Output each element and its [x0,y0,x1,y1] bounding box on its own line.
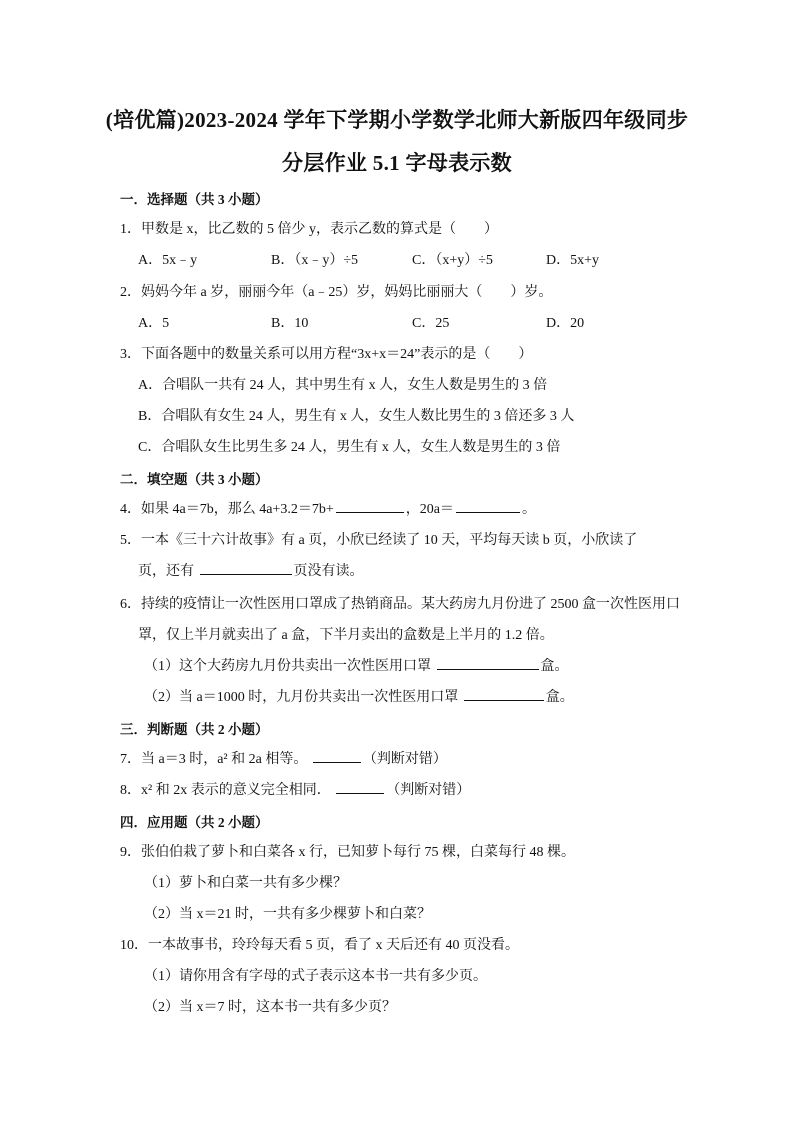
question-1-option-b: B．（x﹣y）÷5 [271,253,359,268]
answer-blank [336,500,404,513]
section-heading-fill: 二．填空题（共 3 小题） [120,472,269,487]
question-4-text-2: ，20a＝ [405,502,454,517]
document-title-line-1: (培优篇)2023-2024 学年下学期小学数学北师大新版四年级同步 [105,108,689,132]
question-6-line-1: 6．持续的疫情让一次性医用口罩成了热销商品。某大药房九月份进了 2500 盒一次性医用口 [120,597,680,612]
question-2-option-b: B．10 [271,316,309,331]
answer-blank [336,781,384,794]
answer-blank [456,500,520,513]
question-5-text-2: 页没有读。 [293,564,364,579]
question-6-sub-1-end: 盒。 [540,659,569,674]
question-5-line-1: 5．一本《三十六计故事》有 a 页，小欣已经读了 10 天，平均每天读 b 页，小欣读了 [120,533,638,548]
section-heading-judge: 三．判断题（共 2 小题） [120,722,269,737]
question-2-stem: 2．妈妈今年 a 岁，丽丽今年（a﹣25）岁，妈妈比丽丽大（ ）岁。 [120,285,553,300]
answer-blank [464,688,544,701]
question-9-sub-1: （1）萝卜和白菜一共有多少棵？ [144,876,347,891]
answer-blank [437,657,539,670]
question-10-sub-1: （1）请你用含有字母的式子表示这本书一共有多少页。 [144,969,487,984]
question-7 [120,748,447,768]
section-heading-application: 四．应用题（共 2 小题） [120,815,269,830]
question-7-end: （判断对错） [362,752,447,767]
section-heading-choice: 一．选择题（共 3 小题） [120,192,269,207]
question-2-option-d: D．20 [546,316,585,331]
question-6-sub-2-end: 盒。 [545,690,574,705]
question-1-stem: 1．甲数是 x，比乙数的 5 倍少 y，表示乙数的算式是（ ） [120,222,498,237]
question-3-option-c: C．合唱队女生比男生多 24 人，男生有 x 人，女生人数是男生的 3 倍 [138,440,561,455]
question-1-option-d: D．5x+y [546,253,600,268]
question-2-option-a: A．5 [138,316,170,331]
question-3-option-a: A．合唱队一共有 24 人，其中男生有 x 人，女生人数是男生的 3 倍 [138,378,548,393]
question-8-end: （判断对错） [386,783,471,798]
question-6-sub-1 [144,655,569,675]
question-6-sub-1-text: （1）这个大药房九月份共卖出一次性医用口罩 [144,659,431,674]
question-7-text: 7．当 a＝3 时，a² 和 2a 相等。 [120,752,308,767]
question-8-text: 8．x² 和 2x 表示的意义完全相同． [120,783,331,798]
question-8 [120,779,470,799]
question-5-text-1: 页，还有 [138,564,194,579]
question-2-option-c: C．25 [412,316,450,331]
question-1-option-c: C．（x+y）÷5 [412,253,493,268]
question-3-option-b: B．合唱队有女生 24 人，男生有 x 人，女生人数比男生的 3 倍还多 3 人 [138,409,575,424]
question-4-text-1: 4．如果 4a＝7b，那么 4a+3.2＝7b+ [120,502,334,517]
question-5-line-2 [138,560,364,580]
question-9-stem: 9．张伯伯栽了萝卜和白菜各 x 行，已知萝卜每行 75 棵，白菜每行 48 棵。 [120,845,575,860]
question-6-line-2: 罩，仅上半月就卖出了 a 盒，下半月卖出的盒数是上半月的 1.2 倍。 [138,628,554,643]
question-3-stem: 3．下面各题中的数量关系可以用方程“3x+x＝24”表示的是（ ） [120,347,533,362]
question-6-sub-2 [144,686,574,706]
answer-blank [200,562,292,575]
question-6-sub-2-text: （2）当 a＝1000 时，九月份共卖出一次性医用口罩 [144,690,459,705]
question-10-stem: 10．一本故事书，玲玲每天看 5 页，看了 x 天后还有 40 页没看。 [120,938,519,953]
question-1-option-a: A．5x﹣y [138,253,198,268]
question-10-sub-2: （2）当 x＝7 时，这本书一共有多少页？ [144,1000,396,1015]
answer-blank [313,750,361,763]
question-9-sub-2: （2）当 x＝21 时，一共有多少棵萝卜和白菜？ [144,907,431,922]
document-title-line-2: 分层作业 5.1 字母表示数 [282,151,512,175]
question-4-text-3: 。 [521,502,536,517]
question-4 [120,498,536,518]
